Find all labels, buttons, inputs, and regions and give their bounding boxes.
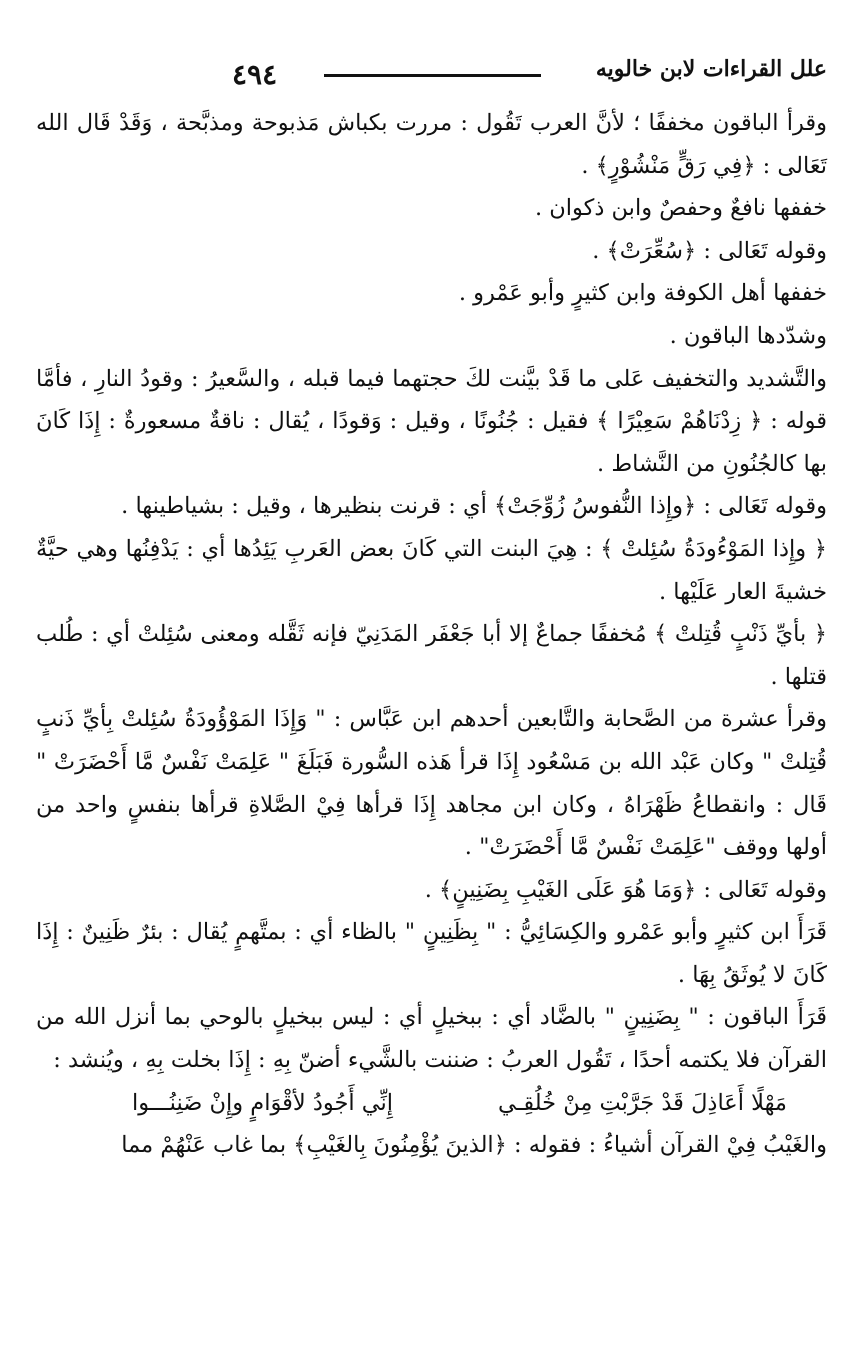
paragraph: خففها نافعٌ وحفصٌ وابن ذكوان .: [534, 195, 827, 222]
verse-hemistich-second: إِنِّي أَجُودُ لأقْوَامٍ وإِنْ ضَنِنُـــوا: [132, 1089, 394, 1116]
paragraph: قَرَأَ ابن كثيرٍ وأبو عَمْرو والكِسَائِيُّ : " بِظَنِينٍ " بالظاء أي : بمتَّهمٍ يُقال : بئرٌ ظَنِينٌ : إِذَا كَانَ لا يُوثَقُ بِهَا .: [36, 919, 827, 988]
paragraph: ﴿ بأيِّ ذَنْبٍ قُتِلتْ ﴾ مُخففًا جماعٌ إلا أبا جَعْفَر المَدَنِيّ فإنه ثَقَّله ومعنى سُئِلتْ أي : طُلب قتلها .: [36, 621, 827, 690]
paragraph: وقرأ عشرة من الصَّحابة والتَّابعين أحدهم ابن عَبَّاس : " وَإِذَا المَوْؤُودَةُ سُئِلتْ بِأيِّ ذَنبٍ قُتِلتْ " وكان عَبْد الله بن مَسْعُود إِذَا قرأ هَذه السُّورة فَبَلَغَ " عَلِمَتْ نَفْسٌ مَّا أَحْضَرَتْ " قَال : وانقطاعُ ظَهْرَاهُ ، وكان ابن مجاهد إِذَا قرأها فِيْ الصَّلاةِ قرأها بنفسٍ واحد من أولها ووقف "عَلِمَتْ نَفْسٌ مَّا أَحْضَرَتْ" .: [36, 706, 827, 861]
paragraph: وقرأ الباقون مخففًا ؛ لأنَّ العرب تَقُول : مررت بكباش مَذبوحة ومذبَّحة ، وَقَدْ قَال الله تَعَالى : ﴿فِي رَقٍّ مَنْشُوْرٍ﴾ .: [36, 110, 827, 179]
header-rule: [324, 74, 541, 77]
poetry-verse: [36, 1082, 827, 1125]
paragraph: خففها أهل الكوفة وابن كثيرٍ وأبو عَمْرو .: [458, 280, 827, 307]
paragraph: وقوله تَعَالى : ﴿وَمَا هُوَ عَلَى الغَيْبِ بِضَنِينٍ﴾ .: [424, 876, 827, 903]
paragraph: والتَّشديد والتخفيف عَلى ما قَدْ بيَّنت لكَ حجتهما فيما قبله ، والسَّعيرُ : وقودُ النارِ ، فأمَّا قوله : ﴿ زِدْنَاهُمْ سَعِيْرًا ﴾ فقيل : جُنُونًا ، وقيل : وَقودًا ، يُقال : ناقةٌ مسعورةٌ : إِذَا كَانَ بها كالجُنُونِ من النَّشاط .: [36, 365, 827, 477]
paragraph: وقوله تَعَالى : ﴿سُعِّرَتْ﴾ .: [592, 237, 827, 264]
paragraph: والغَيْبُ فِيْ القرآن أشياءُ : فقوله : ﴿الذينَ يُؤْمِنُونَ بِالغَيْبِ﴾ بما غاب عَنْهُمْ مما: [121, 1132, 827, 1159]
page-number: ٤٩٤: [232, 58, 278, 91]
paragraph: وقوله تَعَالى : ﴿وإِذا النُّفوسُ زُوِّجَتْ﴾ أي : قرنت بنظيرها ، وقيل : بشياطينها .: [121, 493, 827, 520]
page-body: [36, 102, 827, 1082]
verse-hemistich-first: مَهْلًا أَعَاذِلَ قَدْ جَرَّبْتِ مِنْ خُلُقِـي: [497, 1089, 787, 1116]
page-header: [36, 48, 827, 102]
running-title: علل القراءات لابن خالويه: [595, 56, 827, 82]
paragraph: ﴿ وإِذا المَوْءُودَةُ سُئِلتْ ﴾ : هِيَ البنت التي كَانَ بعض العَربِ يَئِدُها أي : يَدْفِنُها وهي حيَّةٌ خشيةَ العار عَلَيْها .: [36, 535, 827, 605]
paragraph: وشدّدها الباقون .: [669, 322, 827, 349]
paragraph: قَرَأَ الباقون : " بِضَنِينٍ " بالضَّاد أي : ببخيلٍ أي : ليس ببخيلٍ بالوحي بما أنزل الله من القرآن فلا يكتمه أحدًا ، تَقُول العربُ : ضننت بالشَّيء أضنّ بِهِ : إِذَا بخلت بِهِ ، ويُنشد :: [36, 1004, 827, 1074]
page-body-continued: [36, 1124, 827, 1167]
